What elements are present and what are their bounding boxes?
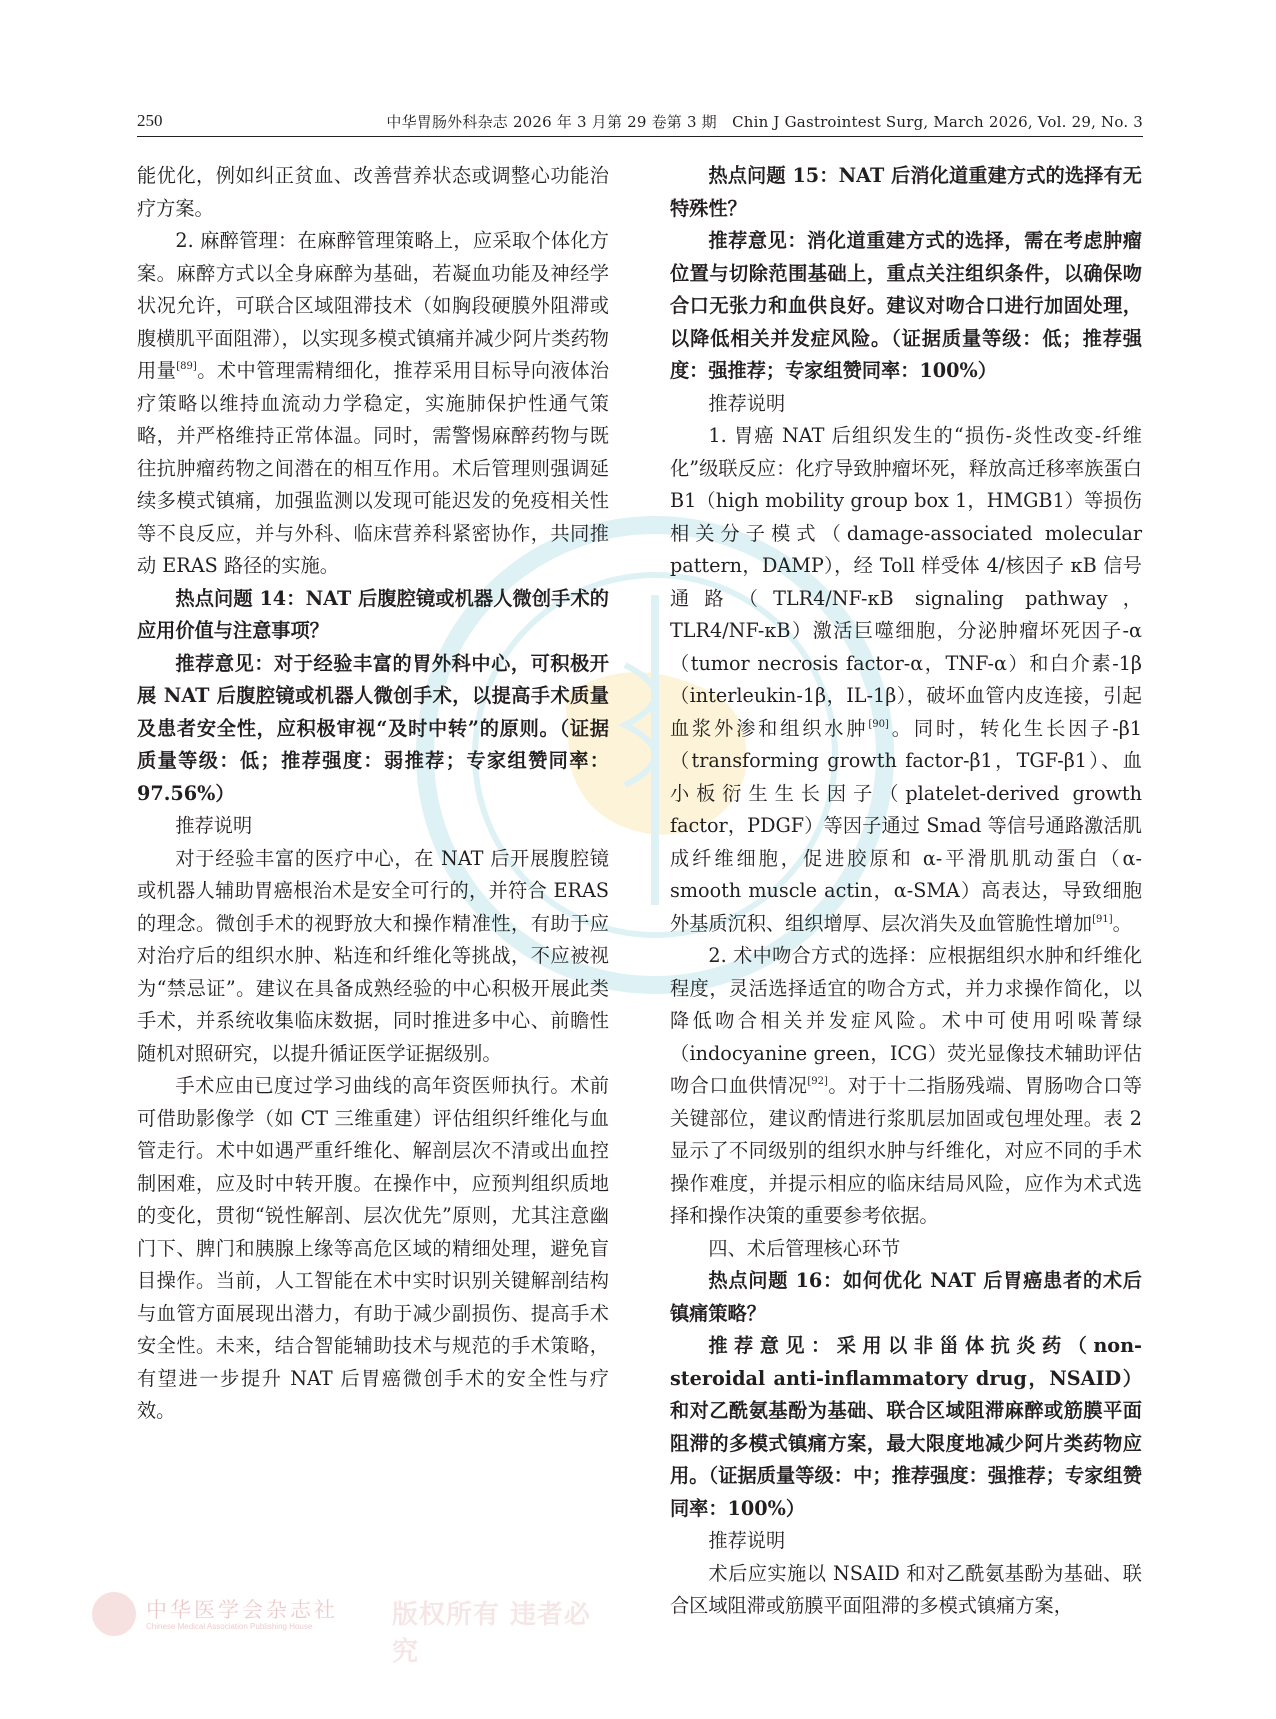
hot-issue-15-title: 热点问题 15：NAT 后消化道重建方式的选择有无特殊性？ <box>670 164 1142 220</box>
anastomosis-text: 2. 术中吻合方式的选择：应根据组织水肿和纤维化程度，灵活选择适宜的吻合方式，并力求操作简化，以降低吻合相关并发症风险。术中可使用吲哚菁绿（indocyanine green，ICG）荧光显像技术辅助评估吻合口血供情况 <box>670 944 1142 1097</box>
anastomosis-text-tail: 。对于十二指肠残端、胃肠吻合口等关键部位，建议酌情进行浆肌层加固或包埋处理。表 2 显示了不同级别的组织水肿与纤维化，对应不同的手术操作难度，并提示相应的临床结局风险，应作为术式选择和操作决策的重要参考依据。 <box>670 1074 1143 1227</box>
publisher-footer-logo <box>92 1590 612 1667</box>
anesthesia-text: 2. 麻醉管理：在麻醉管理策略上，应采取个体化方案。麻醉方式以全身麻醉为基础，若凝血功能及神经学状况允许，可联合区域阻滞技术（如胸段硬膜外阻滞或腹横肌平面阻滞），以实现多模式镇痛并减少阿片类药物用量 <box>137 229 609 382</box>
paragraph-anastomosis <box>670 940 1142 1233</box>
paragraph-minimally-invasive: 对于经验丰富的医疗中心，在 NAT 后开展腹腔镜或机器人辅助胃癌根治术是安全可行的，并符合 ERAS 的理念。微创手术的视野放大和操作精准性，有助于应对治疗后的组织水肿、粘连和纤维化等挑战，不应被视为“禁忌证”。建议在具备成熟经验的中心积极开展此类手术，并系统收集临床数据，同时推进多中心、前瞻性随机对照研究，以提升循证医学证据级别。 <box>137 846 609 1065</box>
recommendation-note-label: 推荐说明 <box>175 814 253 837</box>
publisher-seal-icon <box>92 1592 136 1636</box>
paragraph-anesthesia <box>137 225 609 583</box>
recommendation-note-label: 推荐说明 <box>708 391 786 415</box>
cascade-text: 1. 胃癌 NAT 后组织发生的“损伤-炎性改变-纤维化”级联反应：化疗导致肿瘤坏死，释放高迁移率族蛋白 B1（high mobility group box 1，HMGB1）等损伤相关分子模式（damage-associated molecular pattern，DAMP），经 Toll 样受体 4/核因子 κB 信号通路（TLR4/NF-κB signaling pathway，TLR4/NF-κB）激活巨噬细胞，分泌肿瘤坏死因子-α（tumor necrosis factor-α，TNF-α）和白介素-1β（interleukin-1β，IL-1β），破坏血管内皮连接，引起血浆外渗和组织水肿 <box>670 424 1142 740</box>
cascade-text-end: 。 <box>1112 911 1132 935</box>
citation-92: [92] <box>807 1076 828 1087</box>
publisher-name-cn: 中华医学会杂志社 <box>146 1598 338 1622</box>
hot-issue-16-title: 热点问题 16：如何优化 NAT 后胃癌患者的术后镇痛策略？ <box>670 1269 1142 1325</box>
citation-89: [89] <box>176 361 197 372</box>
copyright-stamp: 版权所有 违者必究 <box>392 1600 592 1667</box>
left-column <box>137 160 609 1428</box>
citation-91: [91] <box>1092 913 1113 925</box>
paragraph-injury-cascade <box>670 420 1142 940</box>
page-number: 250 <box>137 111 163 130</box>
section-heading-postoperative: 四、术后管理核心环节 <box>708 1236 901 1260</box>
hot-issue-15-recommendation: 推荐意见：消化道重建方式的选择，需在考虑肿瘤位置与切除范围基础上，重点关注组织条件，以确保吻合口无张力和血供良好。建议对吻合口进行加固处理，以降低相关并发症风险。（证据质量等级：低；推荐强度：强推荐；专家组赞同率：100%） <box>670 229 1142 382</box>
paragraph-analgesia: 术后应实施以 NSAID 和对乙酰氨基酚为基础、联合区域阻滞或筋膜平面阻滞的多模式镇痛方案， <box>670 1561 1142 1617</box>
running-header <box>137 106 1143 137</box>
paragraph-continuation: 能优化，例如纠正贫血、改善营养状态或调整心功能治疗方案。 <box>137 164 609 220</box>
journal-running-head: 中华胃肠外科杂志 2026 年 3 月第 29 卷第 3 期 Chin J Gastrointest Surg, March 2026, Vol. 29, No. 3 <box>386 113 1143 131</box>
anesthesia-text-tail: 。术中管理需精细化，推荐采用目标导向液体治疗策略以维持血流动力学稳定，实施肺保护性通气策略，并严格维持正常体温。同时，需警惕麻醉药物与既往抗肿瘤药物之间潜在的相互作用。术后管理则强调延续多模式镇痛，加强监测以发现可能迟发的免疫相关性等不良反应，并与外科、临床营养科紧密协作，共同推动 ERAS 路径的实施。 <box>137 359 610 577</box>
hot-issue-14-recommendation: 推荐意见：对于经验丰富的胃外科中心，可积极开展 NAT 后腹腔镜或机器人微创手术，以提高手术质量及患者安全性，应积极审视“及时中转”的原则。（证据质量等级：低；推荐强度：弱推荐；专家组赞同率：97.56%） <box>137 651 609 805</box>
publisher-name-en: Chinese Medical Association Publishing House <box>146 1622 313 1631</box>
hot-issue-16-recommendation: 推荐意见：采用以非甾体抗炎药（non- steroidal anti-inflammatory drug，NSAID）和对乙酰氨基酚为基础、联合区域阻滞麻醉或筋膜平面阻滞的多模式镇痛方案，最大限度地减少阿片类药物应用。（证据质量等级：中；推荐强度：强推荐；专家组赞同率：100%） <box>670 1334 1142 1520</box>
cascade-text-mid: 。同时，转化生长因子-β1（transforming growth factor-β1，TGF-β1）、血小板衍生生长因子（platelet-derived growth factor，PDGF）等因子通过 Smad 等信号通路激活肌成纤维细胞，促进胶原和 α-平滑肌肌动蛋白（α-smooth muscle actin，α-SMA）高表达，导致细胞外基质沉积、组织增厚、层次消失及血管脆性增加 <box>670 716 1142 935</box>
right-column <box>670 160 1142 1623</box>
hot-issue-14-title: 热点问题 14：NAT 后腹腔镜或机器人微创手术的应用价值与注意事项？ <box>137 586 609 642</box>
paragraph-surgeon-requirement: 手术应由已度过学习曲线的高年资医师执行。术前可借助影像学（如 CT 三维重建）评估组织纤维化与血管走行。术中如遇严重纤维化、解剖层次不清或出血控制困难，应及时中转开腹。在操作中，应预判组织质地的变化，贯彻“锐性解剖、层次优先”原则，尤其注意幽门下、脾门和胰腺上缘等高危区域的精细处理，避免盲目操作。当前，人工智能在术中实时识别关键解剖结构与血管方面展现出潜力，有助于减少副损伤、提高手术安全性。未来，结合智能辅助技术与规范的手术策略，有望进一步提升 NAT 后胃癌微创手术的安全性与疗效。 <box>137 1074 609 1422</box>
recommendation-note-label: 推荐说明 <box>708 1529 786 1552</box>
citation-90: [90] <box>868 718 889 730</box>
